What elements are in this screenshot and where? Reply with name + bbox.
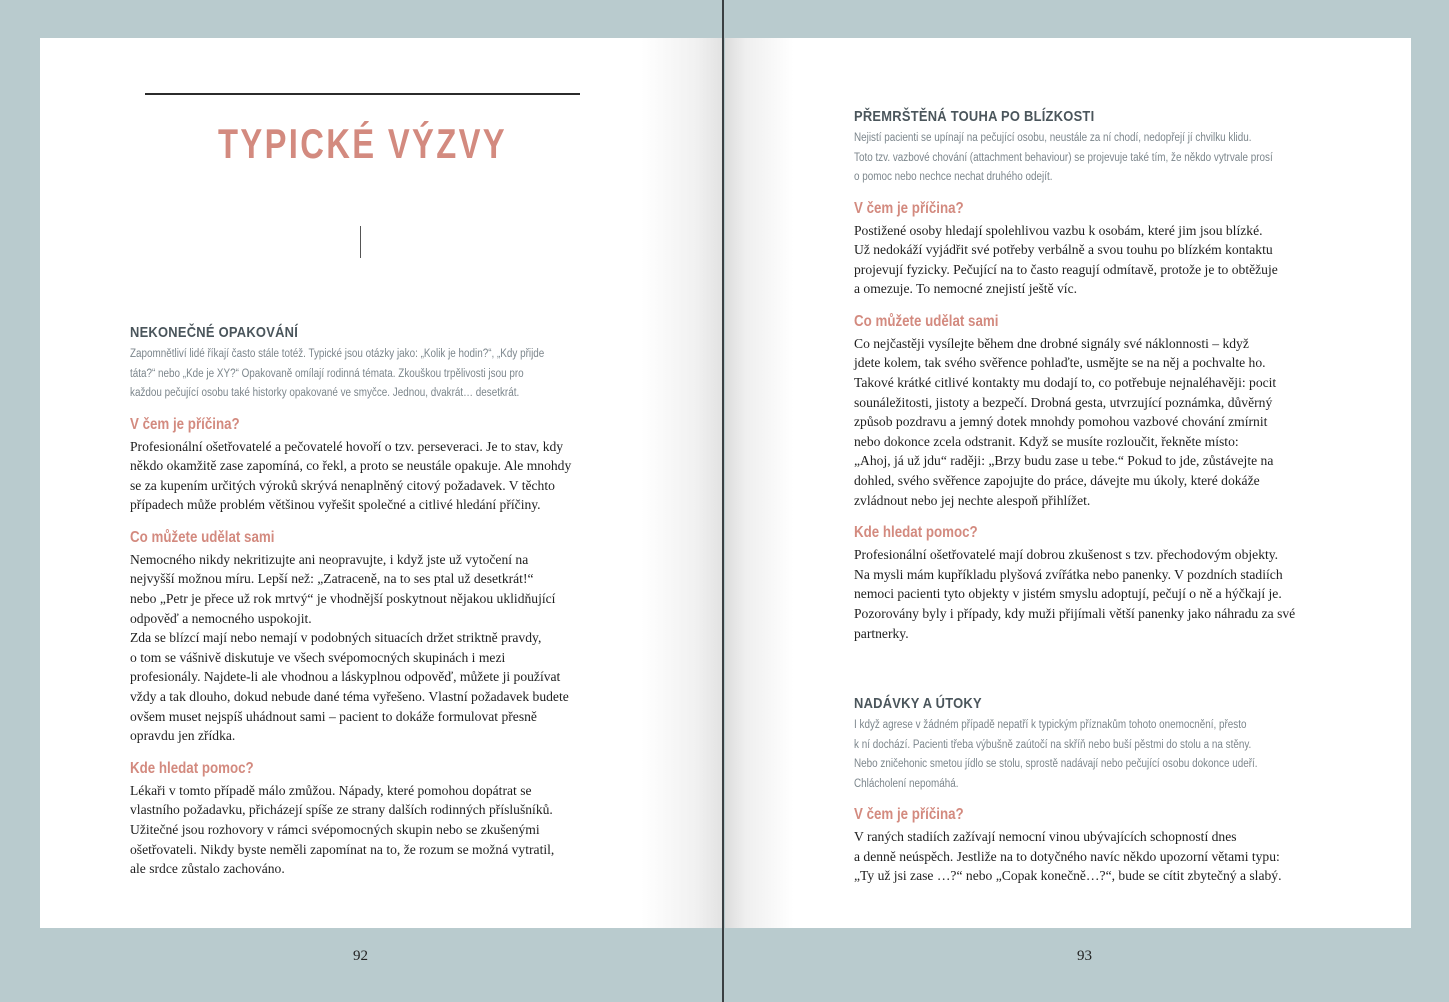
help-text: Profesionální ošetřovatelé mají dobrou zkušenost s tzv. přechodovým objekty. Na mysli mám kupříkladu plyšová zvířátka nebo panenky. V pozdních stadiích nemoci pacienti tyto objekty v jistém smyslu adoptují, pečují o ně a hýčkají je. Pozorovány byly i případy, kdy muži přijímali větší panenky jako náhradu za své partnerky.: [854, 547, 1296, 641]
section-intro: Nejistí pacienti se upínají na pečující osobu, neustále za ní chodí, nedopřejí jí chvilku klidu. Toto tzv. vazbové chování (attachment behaviour) se projevuje také tím, že někdo vytrvale prosí o pomoc nebo nechce nechat druhého odejít.: [854, 132, 1273, 183]
cause-text: Postižené osoby hledají spolehlivou vazbu k osobám, které jim jsou blízké. Už nedokáží vyjádřit své potřeby verbálně a svou touhu po blízkém kontaktu projevují fyzicky. Pečující na to často reagují odmítavě, protože je to obtěžuje a omezuje. To nemocné znejistí ještě víc.: [854, 222, 1278, 297]
right-page: [725, 38, 1411, 928]
page-number-left: 92: [353, 948, 368, 964]
cause-heading: V čem je příčina?: [854, 806, 964, 823]
section-title: PŘEMRŠTĚNÁ TOUHA PO BLÍZKOSTI: [854, 108, 1095, 125]
top-rule: [145, 93, 580, 95]
cause-text: Profesionální ošetřovatelé a pečovatelé hovoří o tzv. perseveraci. Je to stav, kdy někdo okamžitě zase zapomíná, co řekl, a proto se neustále opakuje. Ale mnohdy se za kupením určitých výroků skrývá nenaplněný citový požadavek. V těchto případech může problém většinou vyřešit společné a citlivé hledání příčiny.: [130, 438, 572, 513]
page-number-right: 93: [1077, 948, 1092, 964]
section-insults-attacks: [854, 695, 1394, 886]
section-endless-repetition: [130, 324, 690, 879]
book-gutter: [722, 0, 724, 1002]
cause-text: V raných stadiích zažívají nemocní vinou ubývajících schopností dnes a denně neúspěch. Jestliže na to dotyčného navíc někdo upozorní větami typu: „Ty už jsi zase …?“ nebo „Copak konečně…?“, bude se cítit zbytečný a slabý.: [854, 829, 1282, 884]
section-intro: I když agrese v žádném případě nepatří k typickým příznakům tohoto onemocnění, přesto k ní dochází. Pacienti třeba výbušně zaútočí na skříň nebo buší pěstmi do stolu a na stěny. Nebo zničehonic smetou jídlo se stolu, sprostě nadávají nebo pečující osobu dokonce udeří. Chlácholení nepomáhá.: [854, 719, 1258, 790]
todo-heading: Co můžete udělat sami: [130, 528, 275, 546]
section-intro: Zapomnětliví lidé říkají často stále totéž. Typické jsou otázky jako: „Kolik je hodin?“, „Kdy přijde táta?“ nebo „Kde je XY?“ Opakovaně omílají rodinná témata. Zkouškou trpělivosti jsou pro každou pečující osobu také historky opakované ve smyčce. Jednou, dvakrát… desetkrát.: [130, 348, 545, 399]
help-heading: Kde hledat pomoc?: [854, 524, 978, 542]
section-title: NADÁVKY A ÚTOKY: [854, 695, 982, 712]
todo-text: Co nejčastěji vysílejte během dne drobné signály své náklonnosti – když jdete kolem, tak svého svěřence pohlaďte, usmějte se na něj a pochvalte ho. Takové krátké citlivé kontakty mu dodají to, co potřebuje nejnaléhavěji: pocit sounáležitosti, jistoty a bezpečí. Drobná gesta, utvrzující poznámka, důvěrný způsob pozdravu a jemný dotek mnohdy pomohou vazbové chování zmírnit nebo dokonce zcela odstranit. Když se musíte rozloučit, řekněte místo: „Ahoj, já už jdu“ raději: „Brzy budu zase u tebe.“ Pokud to jde, zůstávejte na dohled, svého svěřence zapojujte do práce, dávejte mu úkoly, které dokáže zvládnout nebo jej nechte alespoň přihlížet.: [854, 335, 1277, 508]
cause-heading: V čem je příčina?: [854, 199, 964, 217]
todo-text: Nemocného nikdy nekritizujte ani neopravujte, i když jste už vytočení na nejvyšší možnou míru. Lepší než: „Zatraceně, na to ses ptal už desetkrát!“ nebo „Petr je přece už rok mrtvý“ je vhodnější poskytnout nějakou uklidňující odpověď a nemocného uspokojit. Zda se blízcí mají nebo nemají v podobných situacích držet striktně pravdy, o tom se vášnivě diskutuje ve všech svépomocných skupinách i mezi profesionály. Najdete-li ale vhodnou a láskyplnou odpověď, můžete ji používat vždy a tak dlouho, dokud nebude dané téma vyřešeno. Vlastní požadavek budete ovšem muset nejspíš uhádnout sami – pacient to dokáže formulovat přesně opravdu jen zřídka.: [130, 551, 569, 744]
help-heading: Kde hledat pomoc?: [130, 759, 254, 777]
vertical-rule: [360, 226, 361, 258]
left-page: [40, 38, 723, 928]
todo-heading: Co můžete udělat sami: [854, 312, 999, 330]
help-text: Lékaři v tomto případě málo zmůžou. Nápady, které pomohou dopátrat se vlastního požadavku, přicházejí spíše ze strany dalších rodinných příslušníků. Užitečné jsou rozhovory v rámci svépomocných skupin nebo se zkušenými ošetřovateli. Nikdy byste neměli zapomínat na to, že rozum se možná vytratil, ale srdce zůstalo zachováno.: [130, 782, 555, 877]
section-excessive-closeness: [854, 108, 1394, 643]
section-title: NEKONEČNÉ OPAKOVÁNÍ: [130, 324, 299, 341]
chapter-title: TYPICKÉ VÝZVY: [218, 120, 507, 167]
cause-heading: V čem je příčina?: [130, 415, 240, 433]
